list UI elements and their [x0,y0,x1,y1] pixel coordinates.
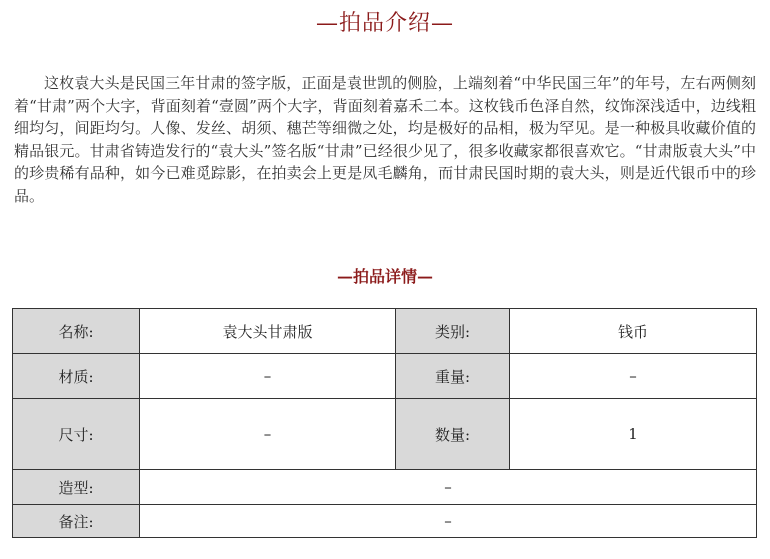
quantity-value: 1 [510,399,757,470]
details-table [12,308,757,538]
table-row [13,399,757,470]
section-title-intro: —拍品介绍— [315,11,454,36]
material-label: 材质: [13,354,140,399]
notes-label: 备注: [13,505,140,538]
name-label: 名称: [13,309,140,354]
material-value: – [140,354,396,399]
table-row [13,505,757,538]
shape-label: 造型: [13,470,140,505]
quantity-label: 数量: [396,399,510,470]
notes-value: – [140,505,757,538]
weight-value: – [510,354,757,399]
table-row [13,309,757,354]
category-label: 类别: [396,309,510,354]
size-value: – [140,399,396,470]
weight-label: 重量: [396,354,510,399]
table-row [13,354,757,399]
shape-value: – [140,470,757,505]
name-value: 袁大头甘肃版 [140,309,396,354]
table-row [13,470,757,505]
section-title-details: —拍品详情— [336,267,433,286]
intro-paragraph: 这枚袁大头是民国三年甘肃的签字版，正面是袁世凯的侧脸，上端刻着“中华民国三年”的年号，左右两侧刻着“甘肃”两个大字，背面刻着“壹圆”两个大字，背面刻着嘉禾二本。这枚钱币色泽自然，纹饰深浅适中，边线粗细均匀，间距均匀。人像、发丝、胡须、穗芒等细微之处，均是极好的品相，极为罕见。是一种极具收藏价值的精品银元。甘肃省铸造发行的“袁大头”签名版“甘肃”已经很少见了，很多收藏家都很喜欢它。“甘肃版袁大头”中的珍贵稀有品种，如今已难觅踪影，在拍卖会上更是凤毛麟角，而甘肃民国时期的袁大头，则是近代银币中的珍品。 [14,74,757,205]
category-value: 钱币 [510,309,757,354]
size-label: 尺寸: [13,399,140,470]
